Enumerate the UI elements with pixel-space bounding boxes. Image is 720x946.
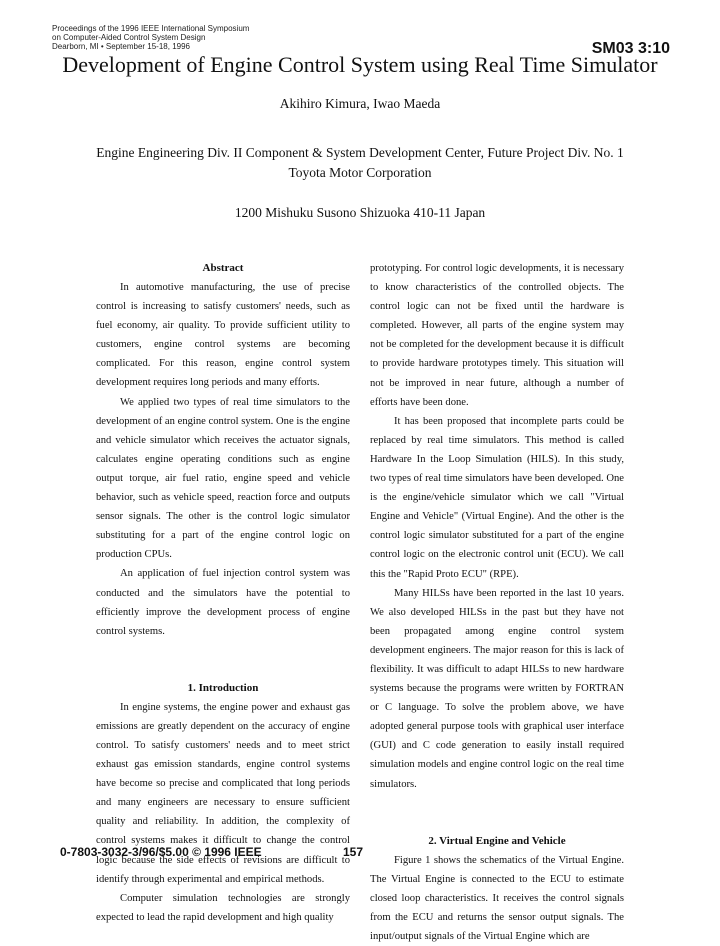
abstract-paragraph-3: An application of fuel injection control system was conducted and the simulators have the potential to efficiently improve the development process of engine control systems.: [96, 568, 350, 637]
spacer: [96, 641, 350, 660]
abstract-paragraph-2: We applied two types of real time simulators to the development of an engine control system. One is the engine and vehicle simulator which receives the actuator signals, calculates engine operating conditions such as engine output torque, air fuel ratio, engine speed and vehicle behavior, such as vehicle speed, reaction force and outputs sensor signals. The other is the control logic simulator substituting for a part of the engine control logic on production CPUs.: [96, 396, 350, 561]
proceedings-line-1: Proceedings of the 1996 IEEE International Symposium: [52, 24, 250, 33]
introduction-heading: 1. Introduction: [187, 681, 259, 694]
authors: Akihiro Kimura, Iwao Maeda: [279, 96, 441, 111]
section-2-paragraph-1: Figure 1 shows the schematics of the Virtual Engine. The Virtual Engine is connected to the ECU to estimate closed loop characteristics. It receives the control signals from the ECU and returns the sensor output signals. The input/output signals of the Virtual Engine which are: [370, 854, 624, 942]
page-number: 157: [343, 845, 364, 859]
continued-paragraph: prototyping. For control logic developments, it is necessary to know characteristics of the controlled objects. The control logic can not be fixed until the hardware is completed. However, all parts of the engine system may not be completed for the development because it is difficult to provide hardware prototypes timely. This situation will not be improved in near future, although a number of efforts have been done.: [370, 263, 624, 408]
hils-paragraph: It has been proposed that incomplete parts could be replaced by real time simulators. This method is called Hardware In the Loop Simulation (HILS). In this study, two types of real time simulators have been developed. One is the engine/vehicle simulator which we call "Virtual Engine and Vehicle" (Virtual Engine). And the other is the control logic simulator substituted for a part of the engine control logic on the electronic control unit (ECU). We call this the "Rapid Proto ECU" (RPE).: [370, 415, 624, 580]
introduction-paragraph-1: In engine systems, the engine power and exhaust gas emissions are greatly dependent on the accuracy of engine control. To satisfy customers' needs and to meet strict exhaust gas emission standards, engine control systems have become so precise and complicated that long periods and many engineers are necessary to ensure sufficient quality and reliability. In addition, the complexity of control systems makes it difficult to change the control logic because the side effects of revisions are difficult to identify through experimental and empirical methods.: [96, 701, 350, 885]
proceedings-header: [52, 24, 249, 51]
affiliation: [40, 143, 680, 183]
affiliation-line-2: Toyota Motor Corporation: [288, 165, 432, 180]
left-column: [96, 259, 350, 927]
session-code: SM03 3:10: [591, 40, 670, 57]
address: 1200 Mishuku Susono Shizuoka 410-11 Japan: [234, 205, 486, 220]
introduction-paragraph-2: Computer simulation technologies are strongly expected to lead the rapid development and high quality: [96, 892, 350, 923]
affiliation-line-1: Engine Engineering Div. II Component & System Development Center, Future Project Div. No. 1: [96, 145, 624, 160]
proceedings-line-2: on Computer-Aided Control System Design: [52, 33, 206, 42]
section-2-heading: 2. Virtual Engine and Vehicle: [428, 834, 566, 847]
history-paragraph: Many HILSs have been reported in the last 10 years. We also developed HILSs in the past but they have not been propagated among engine control system development engineers. The major reason for this is lack of flexibility. It was difficult to adapt HILSs to new hardware systems because the programs were written by FORTRAN or C language. To solve the problem above, we have adopted general purpose tools with graphical user interface (GUI) and C code generation to easily install required simulation models and engine control logic on the real time simulators.: [370, 587, 624, 790]
abstract-paragraph-1: In automotive manufacturing, the use of precise control is increasing to satisfy customers' needs, such as fuel economy, air quality. To provide sufficient utility to customers, engine control systems are becoming complicated. For this reason, engine control system development requires long periods and many efforts.: [96, 282, 350, 389]
isbn-copyright: 0-7803-3032-3/96/$5.00 © 1996 IEEE: [60, 845, 262, 859]
abstract-heading: Abstract: [202, 262, 244, 274]
paper-title: Development of Engine Control System using Real Time Simulator: [62, 52, 658, 77]
spacer: [370, 794, 624, 813]
right-column: [370, 259, 624, 946]
proceedings-line-3: Dearborn, MI • September 15-18, 1996: [52, 42, 190, 51]
